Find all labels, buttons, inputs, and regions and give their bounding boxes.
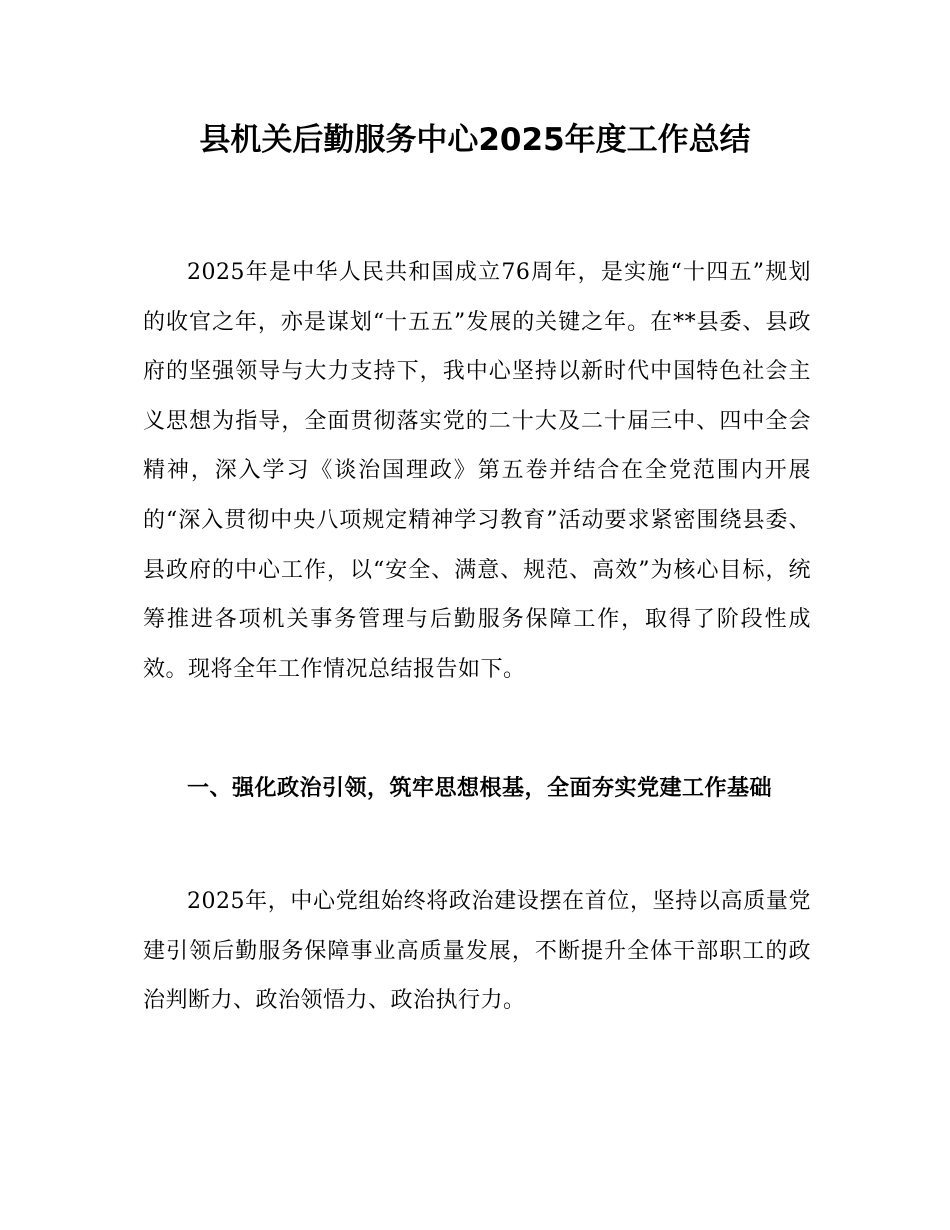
document-title: 县机关后勤服务中心2025年度工作总结 xyxy=(199,122,751,158)
intro-paragraph: 2025年是中华人民共和国成立76周年，是实施“十四五”规划的收官之年，亦是谋划“十五五”发展的关键之年。在**县委、县政府的坚强领导与大力支持下，我中心坚持以新时代中国特色社会主义思想为指导，全面贯彻落实党的二十大及二十届三中、四中全会精神，深入学习《谈治国理政》第五卷并结合在全党范围内开展的“深入贯彻中央八项规定精神学习教育”活动要求紧密围绕县委、县政府的中心工作，以“安全、满意、规范、高效”为核心目标，统筹推进各项机关事务管理与后勤服务保障工作，取得了阶段性成效。现将全年工作情况总结报告如下。 xyxy=(143,260,811,682)
section-paragraph: 2025年，中心党组始终将政治建设摆在首位，坚持以高质量党建引领后勤服务保障事业高质量发展，不断提升全体干部职工的政治判断力、政治领悟力、政治执行力。 xyxy=(143,889,811,1014)
section-heading: 一、强化政治引领，筑牢思想根基，全面夯实党建工作基础 xyxy=(187,776,773,801)
